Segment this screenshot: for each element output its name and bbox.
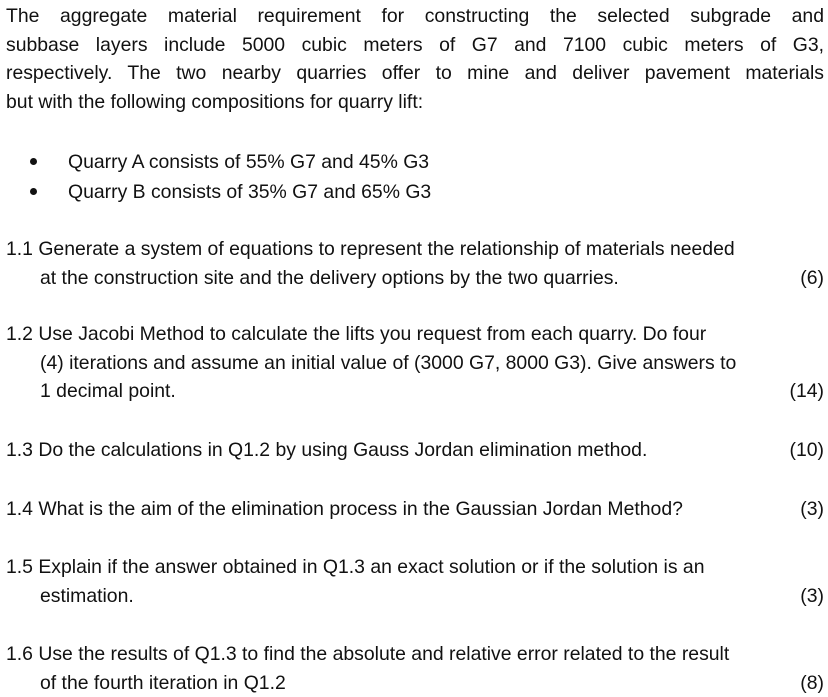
bullet-icon bbox=[30, 158, 37, 165]
question-text: of the fourth iteration in Q1.2 bbox=[40, 671, 286, 694]
question-text: 1 decimal point. bbox=[40, 380, 176, 403]
question-1-5 bbox=[6, 553, 824, 610]
question-text: 1.1 Generate a system of equations to represent the relationship of materials needed bbox=[6, 238, 735, 260]
question-marks: (6) bbox=[800, 266, 824, 289]
question-text: 1.3 Do the calculations in Q1.2 by using Gauss Jordan elimination method. bbox=[6, 439, 648, 461]
question-marks: (10) bbox=[789, 439, 824, 461]
question-marks: (3) bbox=[800, 584, 824, 607]
question-text: at the construction site and the delivery options by the two quarries. bbox=[40, 266, 619, 289]
intro-paragraph bbox=[6, 2, 824, 116]
question-text: 1.2 Use Jacobi Method to calculate the lifts you request from each quarry. Do four bbox=[6, 323, 707, 345]
intro-line: but with the following compositions for quarry lift: bbox=[6, 90, 424, 113]
document-page bbox=[6, 2, 824, 694]
question-marks: (8) bbox=[800, 671, 824, 694]
question-1-2 bbox=[6, 320, 824, 406]
intro-line: The aggregate material requirement for constructing the selected subgrade and bbox=[6, 5, 824, 27]
question-marks: (3) bbox=[800, 498, 824, 520]
intro-line: respectively. The two nearby quarries offer to mine and deliver pavement materials bbox=[6, 62, 824, 85]
question-1-3 bbox=[6, 436, 824, 465]
quarry-list bbox=[6, 147, 431, 207]
question-text: 1.5 Explain if the answer obtained in Q1.3 an exact solution or if the solution is an bbox=[6, 556, 705, 578]
question-text: (4) iterations and assume an initial value of (3000 G7, 8000 G3). Give answers to bbox=[40, 351, 737, 374]
list-item-text: Quarry B consists of 35% G7 and 65% G3 bbox=[68, 181, 432, 203]
question-text: estimation. bbox=[40, 584, 134, 607]
question-1-4 bbox=[6, 495, 824, 524]
question-1-6 bbox=[6, 640, 824, 697]
bullet-icon bbox=[30, 188, 37, 195]
list-item bbox=[6, 147, 431, 177]
question-marks: (14) bbox=[789, 380, 824, 403]
list-item-text: Quarry A consists of 55% G7 and 45% G3 bbox=[68, 151, 430, 173]
question-text: 1.6 Use the results of Q1.3 to find the absolute and relative error related to the result bbox=[6, 643, 730, 665]
intro-line: subbase layers include 5000 cubic meters of G7 and 7100 cubic meters of G3, bbox=[6, 33, 824, 56]
question-text: 1.4 What is the aim of the elimination process in the Gaussian Jordan Method? bbox=[6, 498, 683, 520]
question-1-1 bbox=[6, 235, 824, 292]
list-item bbox=[6, 177, 431, 207]
